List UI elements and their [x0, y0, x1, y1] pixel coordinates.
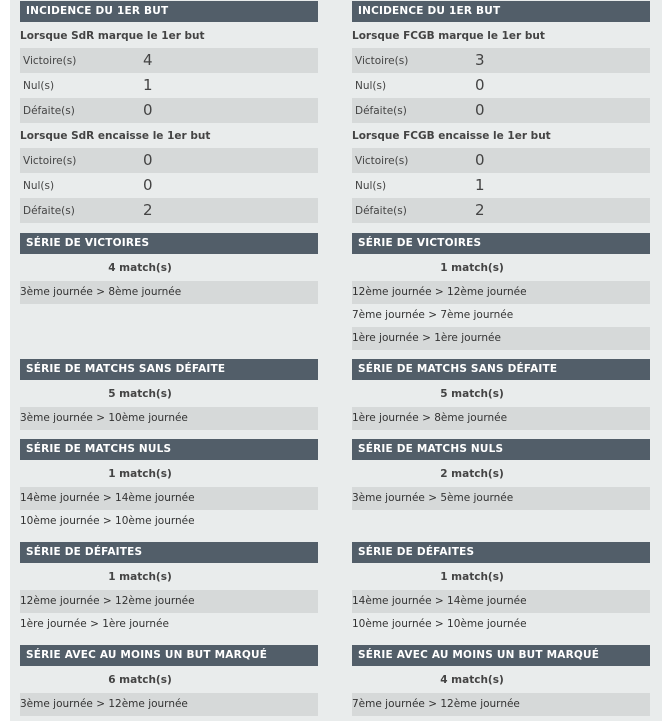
defaites-header: SÉRIE DE DÉFAITES [352, 542, 650, 563]
stat-row [352, 98, 650, 123]
victoires-header: SÉRIE DE VICTOIRES [352, 233, 650, 254]
defaites-header: SÉRIE DE DÉFAITES [20, 542, 318, 563]
sans-defaite-count: 5 match(s) [440, 388, 504, 400]
stat-value: 4 [143, 51, 153, 69]
sans-defaite-count: 5 match(s) [108, 388, 172, 400]
stat-value: 1 [475, 176, 485, 194]
stats-page [10, 0, 662, 721]
stat-row [20, 73, 318, 98]
stat-label: Victoire(s) [23, 55, 77, 67]
list-item: 1ère journée > 1ère journée [352, 327, 650, 350]
stat-label: Nul(s) [355, 80, 387, 92]
but-marque-count: 6 match(s) [108, 674, 172, 686]
defaites-count: 1 match(s) [440, 571, 504, 583]
stat-value: 0 [475, 101, 485, 119]
but-marque-count: 4 match(s) [440, 674, 504, 686]
stat-value: 0 [143, 176, 153, 194]
stat-value: 0 [143, 101, 153, 119]
list-item: 3ème journée > 5ème journée [352, 487, 650, 510]
stat-value: 1 [143, 76, 153, 94]
stat-label: Défaite(s) [355, 205, 407, 217]
stat-value: 0 [143, 151, 153, 169]
sans-defaite-header: SÉRIE DE MATCHS SANS DÉFAITE [352, 359, 650, 380]
list-item: 10ème journée > 10ème journée [20, 515, 195, 527]
victoires-count: 1 match(s) [440, 262, 504, 274]
list-item: 12ème journée > 12ème journée [352, 281, 650, 304]
stat-row [20, 48, 318, 73]
stat-label: Défaite(s) [23, 105, 75, 117]
list-item: 10ème journée > 10ème journée [352, 618, 527, 630]
stat-row [352, 198, 650, 223]
stat-label: Nul(s) [23, 180, 55, 192]
stat-value: 2 [475, 201, 485, 219]
list-item: 7ème journée > 7ème journée [352, 309, 514, 321]
victoires-count: 4 match(s) [108, 262, 172, 274]
nuls-count: 1 match(s) [108, 468, 172, 480]
stat-label: Nul(s) [23, 80, 55, 92]
victoires-header: SÉRIE DE VICTOIRES [20, 233, 318, 254]
stat-value: 3 [475, 51, 485, 69]
nuls-header: SÉRIE DE MATCHS NULS [352, 439, 650, 460]
stat-value: 2 [143, 201, 153, 219]
stat-label: Défaite(s) [23, 205, 75, 217]
stat-label: Défaite(s) [355, 105, 407, 117]
list-item: 1ère journée > 1ère journée [20, 618, 169, 630]
list-item: 3ème journée > 12ème journée [20, 693, 318, 716]
list-item: 12ème journée > 12ème journée [20, 590, 318, 613]
stat-row [352, 48, 650, 73]
stat-label: Nul(s) [355, 180, 387, 192]
stat-row [20, 173, 318, 198]
stat-row [352, 148, 650, 173]
list-item: 1ère journée > 8ème journée [352, 407, 650, 430]
stat-value: 0 [475, 151, 485, 169]
list-item: 7ème journée > 12ème journée [352, 693, 650, 716]
incidence-header: INCIDENCE DU 1ER BUT [352, 1, 650, 22]
nuls-header: SÉRIE DE MATCHS NULS [20, 439, 318, 460]
stat-label: Victoire(s) [355, 155, 409, 167]
stat-row [352, 73, 650, 98]
stat-row [20, 98, 318, 123]
incidence-header: INCIDENCE DU 1ER BUT [20, 1, 318, 22]
scores-first-label: Lorsque FCGB marque le 1er but [352, 30, 545, 42]
concedes-first-label: Lorsque FCGB encaisse le 1er but [352, 130, 551, 142]
stat-row [20, 148, 318, 173]
nuls-count: 2 match(s) [440, 468, 504, 480]
stat-row [20, 198, 318, 223]
list-item: 3ème journée > 8ème journée [20, 281, 318, 304]
concedes-first-label: Lorsque SdR encaisse le 1er but [20, 130, 211, 142]
stat-row [352, 173, 650, 198]
list-item: 14ème journée > 14ème journée [352, 590, 650, 613]
defaites-count: 1 match(s) [108, 571, 172, 583]
scores-first-label: Lorsque SdR marque le 1er but [20, 30, 205, 42]
sans-defaite-header: SÉRIE DE MATCHS SANS DÉFAITE [20, 359, 318, 380]
list-item: 3ème journée > 10ème journée [20, 407, 318, 430]
stat-label: Victoire(s) [23, 155, 77, 167]
stat-label: Victoire(s) [355, 55, 409, 67]
but-marque-header: SÉRIE AVEC AU MOINS UN BUT MARQUÉ [352, 645, 650, 666]
but-marque-header: SÉRIE AVEC AU MOINS UN BUT MARQUÉ [20, 645, 318, 666]
list-item: 14ème journée > 14ème journée [20, 487, 318, 510]
stat-value: 0 [475, 76, 485, 94]
